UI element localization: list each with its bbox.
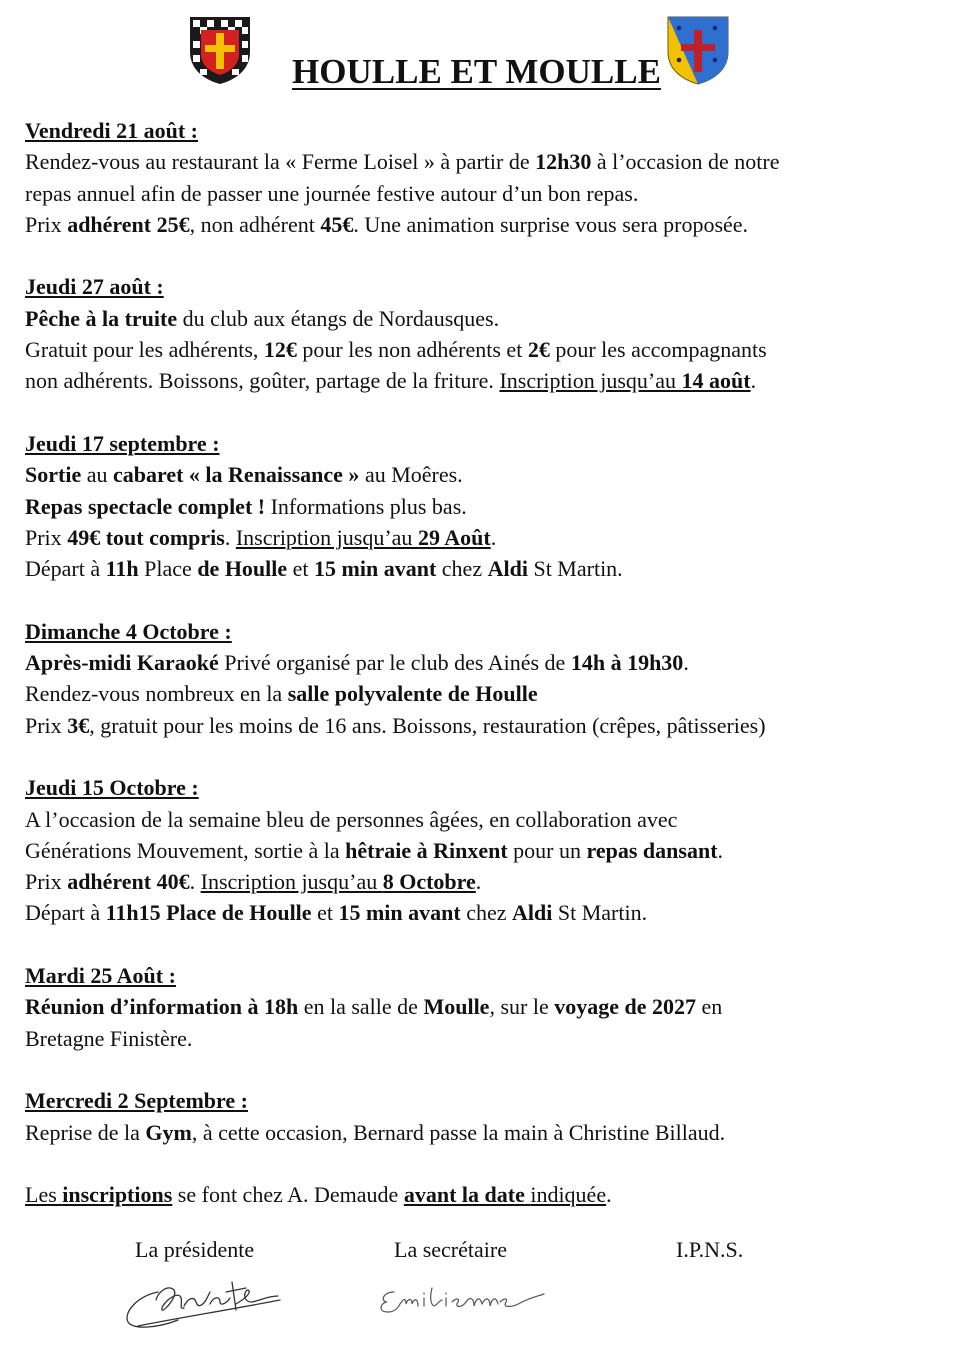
text-segment: Départ à bbox=[25, 556, 106, 582]
text-segment: 49€ tout compris bbox=[67, 524, 225, 550]
text-segment: Pêche à la truite bbox=[25, 305, 178, 331]
text-segment: Informations plus bas. bbox=[265, 493, 467, 519]
section-date-heading: Mercredi 2 Septembre : bbox=[25, 1088, 248, 1114]
text-line bbox=[25, 1179, 925, 1210]
text-segment: avant la date bbox=[403, 1182, 525, 1208]
text-segment: Sortie bbox=[25, 462, 82, 488]
text-segment: 11h bbox=[105, 556, 139, 582]
text-segment: hêtraie à Rinxent bbox=[345, 837, 508, 863]
text-segment: Prix bbox=[25, 211, 68, 237]
text-line bbox=[25, 334, 925, 365]
text-segment: pour un bbox=[507, 837, 587, 863]
text-segment: 29 Août bbox=[417, 524, 491, 550]
text-line bbox=[25, 710, 925, 741]
text-segment: 8 Octobre bbox=[382, 869, 476, 895]
text-segment: Aldi bbox=[487, 556, 528, 582]
text-segment: adhérent 25€ bbox=[67, 211, 190, 237]
text-segment: 14 août bbox=[681, 368, 751, 394]
text-segment: en bbox=[695, 994, 723, 1020]
text-segment: Repas spectacle complet ! bbox=[25, 493, 266, 519]
text-segment: salle polyvalente de Houlle bbox=[287, 681, 538, 707]
announcement-section bbox=[25, 1179, 925, 1210]
text-segment: Inscription jusqu’au bbox=[499, 368, 682, 394]
text-segment: 2€ bbox=[527, 337, 550, 363]
text-segment: Rendez-vous nombreux en la bbox=[25, 681, 288, 707]
text-line bbox=[25, 491, 925, 522]
text-line bbox=[25, 522, 925, 553]
section-date-heading: Jeudi 17 septembre : bbox=[25, 430, 220, 456]
text-segment: . bbox=[224, 524, 236, 550]
secretary-signature-icon bbox=[372, 1282, 552, 1318]
text-segment: St Martin. bbox=[552, 900, 648, 926]
text-segment: au Moêres. bbox=[359, 462, 463, 488]
text-segment: Privé organisé par le club des Ainés de bbox=[218, 650, 571, 676]
text-line bbox=[25, 804, 925, 835]
section-date-heading: Jeudi 27 août : bbox=[25, 274, 164, 300]
text-segment: Inscription jusqu’au bbox=[235, 524, 418, 550]
text-segment: 12€ bbox=[263, 337, 297, 363]
text-segment: Moulle bbox=[423, 994, 490, 1020]
secretary-label: La secrétaire bbox=[394, 1237, 507, 1262]
text-segment: se font chez A. Demaude bbox=[172, 1182, 404, 1208]
announcement-section bbox=[25, 960, 925, 1054]
text-segment: St Martin. bbox=[527, 556, 623, 582]
text-segment: Reprise de la bbox=[25, 1119, 146, 1145]
text-segment: voyage de 2027 bbox=[554, 994, 696, 1020]
text-segment: Place bbox=[138, 556, 198, 582]
text-segment: repas annuel afin de passer une journée festive autour d’un bon repas. bbox=[25, 180, 639, 206]
text-segment: Générations Mouvement, sortie à la bbox=[25, 837, 346, 863]
announcement-section bbox=[25, 271, 925, 396]
text-segment: Après-midi Karaoké bbox=[25, 650, 219, 676]
text-segment: , sur le bbox=[489, 994, 555, 1020]
text-segment: en la salle de bbox=[298, 994, 424, 1020]
text-segment: cabaret « la Renaissance » bbox=[112, 462, 360, 488]
announcement-list bbox=[25, 115, 925, 1242]
text-segment: . bbox=[717, 837, 724, 863]
text-segment: . bbox=[606, 1182, 612, 1208]
text-segment: Prix bbox=[25, 869, 68, 895]
text-line bbox=[25, 1117, 925, 1148]
text-segment: 15 min avant bbox=[314, 556, 437, 582]
announcement-section bbox=[25, 1085, 925, 1148]
text-segment: à l’occasion de notre bbox=[591, 149, 780, 175]
text-segment: Les bbox=[25, 1182, 63, 1208]
text-segment: inscriptions bbox=[62, 1182, 173, 1208]
text-segment: 45€ bbox=[320, 211, 354, 237]
text-segment: , gratuit pour les moins de 16 ans. Boissons, restauration (crêpes, pâtisseries) bbox=[89, 712, 766, 738]
text-line bbox=[25, 303, 925, 334]
page-title: HOULLE ET MOULLE bbox=[292, 52, 661, 91]
text-line bbox=[25, 647, 925, 678]
text-segment: . bbox=[189, 869, 201, 895]
text-segment: et bbox=[311, 900, 339, 926]
text-segment: chez bbox=[460, 900, 513, 926]
text-segment: 14h à 19h30 bbox=[570, 650, 684, 676]
text-line bbox=[25, 991, 925, 1022]
text-segment: Réunion d’information à 18h bbox=[25, 994, 299, 1020]
text-segment: Gratuit pour les adhérents, bbox=[25, 337, 264, 363]
text-line bbox=[25, 835, 925, 866]
text-line bbox=[25, 553, 925, 584]
text-segment: . Une animation surprise vous sera proposée. bbox=[353, 211, 749, 237]
text-line bbox=[25, 146, 925, 177]
text-line bbox=[25, 209, 925, 240]
announcement-section bbox=[25, 616, 925, 741]
text-segment: Prix bbox=[25, 712, 68, 738]
text-segment: non adhérents. Boissons, goûter, partage de la friture. bbox=[25, 368, 500, 394]
moulle-coat-of-arms-icon bbox=[665, 14, 731, 86]
text-segment: Rendez-vous au restaurant la « Ferme Loisel » à partir de bbox=[25, 149, 536, 175]
text-segment: A l’occasion de la semaine bleu de personnes âgées, en collaboration avec bbox=[25, 806, 678, 832]
text-segment: repas dansant bbox=[586, 837, 718, 863]
announcement-section bbox=[25, 772, 925, 928]
text-line bbox=[25, 1023, 925, 1054]
text-segment: et bbox=[287, 556, 315, 582]
text-segment: , à cette occasion, Bernard passe la main à Christine Billaud. bbox=[191, 1119, 726, 1145]
text-line bbox=[25, 178, 925, 209]
text-segment: 12h30 bbox=[535, 149, 592, 175]
text-segment: Inscription jusqu’au bbox=[200, 869, 383, 895]
announcement-section bbox=[25, 115, 925, 240]
ipns-label: I.P.N.S. bbox=[676, 1237, 744, 1262]
text-segment: Prix bbox=[25, 524, 68, 550]
president-label: La présidente bbox=[135, 1237, 255, 1262]
text-line bbox=[25, 866, 925, 897]
text-segment: . bbox=[490, 524, 497, 550]
text-segment: 3€ bbox=[67, 712, 90, 738]
text-segment: pour les non adhérents et bbox=[296, 337, 528, 363]
text-line bbox=[25, 365, 925, 396]
section-date-heading: Dimanche 4 Octobre : bbox=[25, 618, 232, 644]
text-line bbox=[25, 459, 925, 490]
text-segment: 15 min avant bbox=[338, 900, 461, 926]
text-segment: pour les accompagnants bbox=[549, 337, 767, 363]
text-segment: . bbox=[750, 368, 757, 394]
text-segment: 11h15 Place de Houlle bbox=[105, 900, 312, 926]
section-date-heading: Jeudi 15 Octobre : bbox=[25, 775, 199, 801]
president-signature-icon bbox=[118, 1270, 288, 1335]
text-segment: , non adhérent bbox=[189, 211, 321, 237]
text-line bbox=[25, 678, 925, 709]
text-segment: Bretagne Finistère. bbox=[25, 1025, 193, 1051]
announcement-section bbox=[25, 428, 925, 584]
text-segment: Gym bbox=[145, 1119, 192, 1145]
text-segment: au bbox=[81, 462, 113, 488]
text-segment: Départ à bbox=[25, 900, 106, 926]
text-segment: du club aux étangs de Nordausques. bbox=[177, 305, 500, 331]
text-segment: . bbox=[683, 650, 689, 676]
section-date-heading: Mardi 25 Août : bbox=[25, 963, 176, 989]
text-segment: chez bbox=[436, 556, 488, 582]
text-segment: Aldi bbox=[512, 900, 553, 926]
text-segment: adhérent 40€ bbox=[67, 869, 190, 895]
text-segment: indiquée bbox=[530, 1182, 607, 1208]
text-segment: . bbox=[475, 869, 482, 895]
text-line bbox=[25, 897, 925, 928]
text-segment: de Houlle bbox=[197, 556, 288, 582]
section-date-heading: Vendredi 21 août : bbox=[25, 118, 198, 143]
